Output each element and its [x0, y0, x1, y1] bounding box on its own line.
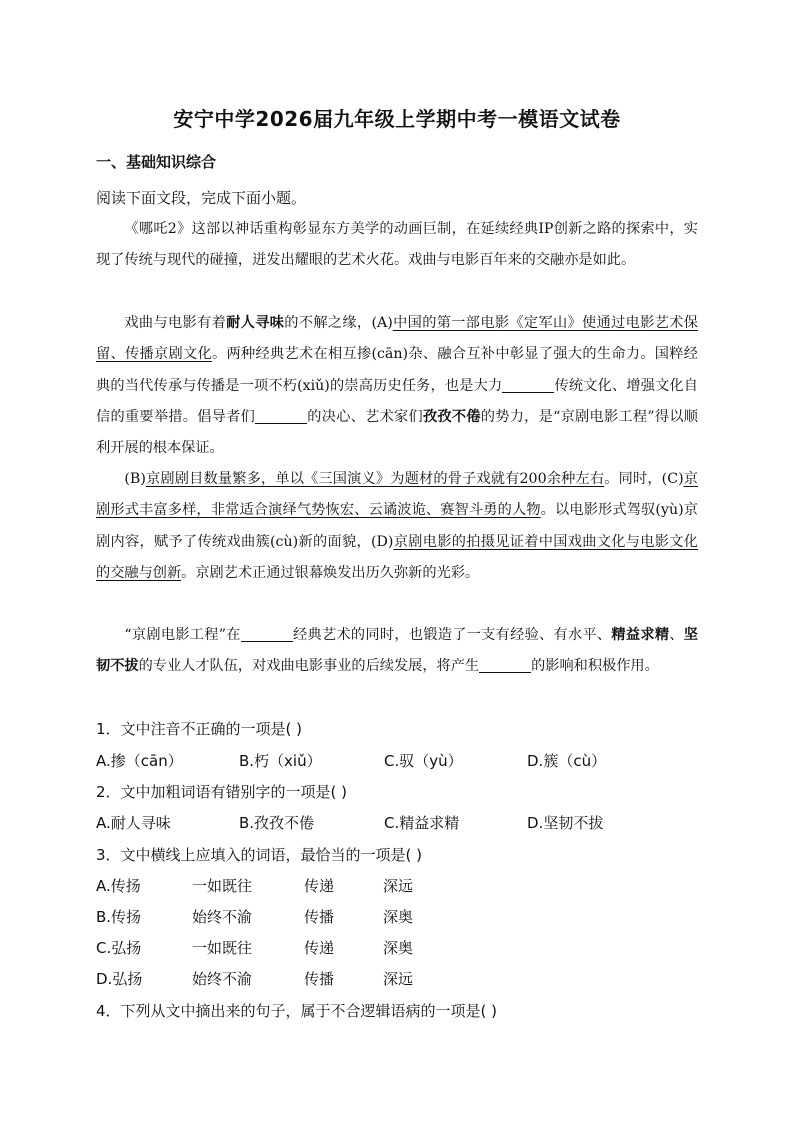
option-row-c[interactable]	[96, 937, 496, 957]
option-c[interactable]: C.驭（yù）	[384, 752, 463, 770]
text-span: 的不解之缘，(A)	[284, 315, 393, 331]
option-word: 一如既往	[192, 877, 253, 895]
option-b[interactable]: B.朽（xiǔ）	[239, 752, 322, 770]
text-span: (B)	[124, 471, 146, 487]
passage-paragraph-1: 《哪吒2》这部以神话重构彰显东方美学的动画巨制，在延续经典IP创新之路的探索中，实现了传统与现代的碰撞，迸发出耀眼的艺术火花。戏曲与电影百年来的交融亦是如此。	[96, 221, 698, 269]
passage-paragraph-4	[96, 620, 698, 683]
passage-paragraph-2	[96, 308, 698, 464]
option-c[interactable]: C.精益求精	[384, 814, 460, 832]
question-4-stem: 4．下列从文中摘出来的句子，属于不合逻辑语病的一项是( )	[96, 1002, 498, 1020]
text-span: “京剧电影工程”在	[124, 627, 241, 643]
text-span: 戏曲与电影有着	[124, 315, 227, 331]
option-word: 始终不渝	[192, 908, 253, 926]
bold-word: 精益求精	[611, 627, 670, 643]
section-heading: 一、基础知识综合	[96, 153, 217, 171]
fill-blank	[241, 627, 293, 642]
question-3-stem: 3．文中横线上应填入的词语，最恰当的一项是( )	[96, 846, 423, 864]
option-word: C.弘扬	[96, 939, 142, 957]
option-word: 深远	[383, 970, 414, 988]
underlined-sentence-d: 京剧电影的拍摄见证着中国戏曲文化与电影文化的交融与创新	[96, 533, 698, 581]
text-span: 。以电影形式驾驭(yù)京剧内容，赋予了传统戏曲簇(cù)新的面貌，(D)	[96, 502, 698, 550]
text-span: 经典艺术的同时，也锻造了一支有经验、有水平、	[292, 627, 612, 643]
option-b[interactable]: B.孜孜不倦	[239, 814, 315, 832]
option-word: 传播	[304, 908, 335, 926]
text-span: 的决心、艺术家们	[307, 408, 423, 425]
fill-blank	[255, 409, 307, 424]
text-span: 的势力，是“京剧电影工程”得以顺利开展的根本保证。	[96, 408, 698, 457]
text-span: 的影响和积极作用。	[531, 658, 659, 675]
bold-word: 孜孜不倦	[422, 408, 481, 425]
option-word: 深奥	[383, 939, 414, 957]
option-word: A.传扬	[96, 877, 141, 895]
text-span: 。京剧艺术正通过银幕焕发出历久弥新的光彩。	[181, 564, 480, 581]
option-a[interactable]: A.掺（cān）	[96, 752, 183, 770]
option-row-b[interactable]	[96, 906, 496, 926]
option-a[interactable]: A.耐人寻味	[96, 814, 171, 832]
option-word: 传递	[304, 939, 335, 957]
bold-word: 坚韧不拔	[96, 627, 698, 675]
text-span: 的专业人才队伍，对戏曲电影事业的后续发展，将产生	[138, 658, 480, 675]
passage-paragraph-3	[96, 464, 698, 589]
option-row-a[interactable]	[96, 875, 496, 895]
question-1-stem: 1．文中注音不正确的一项是( )	[96, 720, 303, 738]
option-row-d[interactable]	[96, 968, 496, 988]
question-2-stem: 2．文中加粗词语有错别字的一项是( )	[96, 783, 348, 801]
fill-blank	[502, 377, 554, 392]
fill-blank	[479, 658, 531, 673]
page-title: 安宁中学2026届九年级上学期中考一模语文试卷	[173, 107, 621, 131]
underlined-sentence-c: 京剧形式丰富多样，非常适合演绎气势恢宏、云谲波诡、赛智斗勇的人物	[96, 471, 698, 519]
option-word: 一如既往	[192, 939, 253, 957]
option-word: 深奥	[383, 908, 414, 926]
text-span: 。同时，(C)	[604, 471, 684, 487]
option-d[interactable]: D.簇（cù）	[527, 752, 607, 770]
option-word: 传递	[304, 877, 335, 895]
underlined-sentence-b: 京剧剧目数量繁多，单以《三国演义》为题材的骨子戏就有200余种左右	[145, 471, 605, 487]
option-word: D.弘扬	[96, 970, 143, 988]
option-d[interactable]: D.坚韧不拔	[527, 814, 604, 832]
reading-instruction: 阅读下面文段，完成下面小题。	[96, 189, 307, 207]
underlined-sentence-a: 中国的第一部电影《定军山》使通过电影艺术保留、传播京剧文化	[96, 315, 698, 363]
text-span: 传统文化、增强文化自信的重要举措。倡导者们	[96, 377, 698, 425]
option-word: 深远	[383, 877, 414, 895]
bold-word: 耐人寻味	[226, 315, 285, 331]
option-word: 传播	[304, 970, 335, 988]
option-word: 始终不渝	[192, 970, 253, 988]
text-span: 。两种经典艺术在相互掺(cān)杂、融合互补中彰显了强大的生命力。国粹经典的当代传承与传播是一项不朽(xiǔ)的崇高历史任务，也是大力	[96, 346, 698, 394]
option-word: B.传扬	[96, 908, 142, 926]
text-span: 、	[669, 627, 684, 643]
